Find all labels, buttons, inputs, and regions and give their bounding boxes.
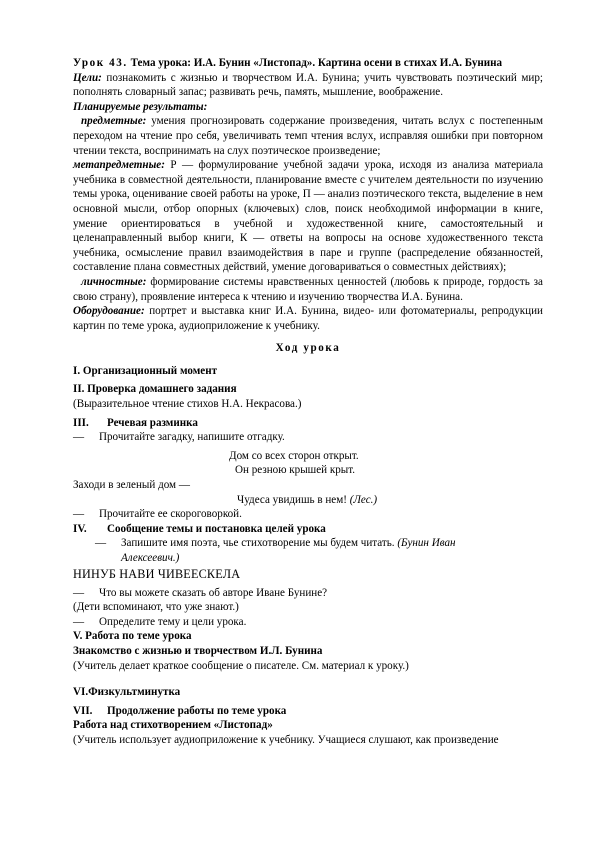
equipment-text: портрет и выставка книг И.А. Бунина, видео- или фотоматериалы, репродукции картин по теме урока, аудиоприложение к учебнику.	[73, 305, 543, 332]
section-1-title: I. Организационный момент	[73, 364, 218, 377]
section-3-label: Речевая разминка	[107, 416, 198, 429]
section-4-task-1	[73, 536, 543, 551]
riddle-answer: (Лес.)	[349, 493, 378, 506]
subject-results	[73, 114, 543, 158]
meta-results	[73, 158, 543, 275]
riddle-line-4	[73, 493, 543, 508]
section-5-subtitle: Знакомство с жизнью и творчеством И.Л. Бунина	[73, 644, 323, 657]
section-2-title: II. Проверка домашнего задания	[73, 383, 237, 396]
section-7-subtitle: Работа над стихотворением «Листопад»	[73, 719, 273, 732]
goals-label: Цели:	[73, 71, 102, 84]
section-3-task-2	[73, 507, 543, 522]
riddle-line-1: Дом со всех сторон открыт.	[229, 449, 359, 462]
dash-mark: —	[73, 431, 85, 444]
document-page	[73, 56, 543, 748]
riddle-line-4-text: Чудеса увидишь в нем!	[237, 493, 347, 506]
section-3-task-2-text: Прочитайте ее скороговоркой.	[99, 508, 242, 521]
equipment-label: Оборудование:	[73, 305, 145, 318]
section-4-children-note: (Дети вспоминают, что уже знают.)	[73, 601, 239, 614]
section-3-task-1	[73, 430, 543, 445]
section-4-task-1-text: Запишите имя поэта, чье стихотворение мы будем читать.	[121, 537, 395, 550]
course-heading: Ход урока	[275, 342, 341, 355]
meta-text: Р — формулирование учебной задачи урока, исходя из анализа материала учебника в совместной деятельности, планирование вместе с учителем деятельности по изучению темы урока, оценивание своей работы на уроке, П — анализ поэтического текста, выделение в нем основной мысли, отбор опорных (ключевых) слов, поиск необходимой информации в книге, умение ориентироваться в учебной и художественной книге, самостоятельный и целенаправленный выбор книги, К — ответы на вопросы на основе художественного текста учебника, осмысление правил взаимодействия в паре и группе (распределение обязанностей, составление плана совместных действий, умение договариваться о совместных действиях);	[73, 159, 543, 274]
section-2-note: (Выразительное чтение стихов Н.А. Некрасова.)	[73, 398, 302, 411]
section-3-number: III.	[73, 416, 89, 429]
lesson-number: Урок 43.	[73, 57, 128, 69]
section-4-task-2-text: Определите тему и цели урока.	[99, 615, 247, 628]
dash-mark: —	[73, 586, 85, 599]
section-6-title: VI.Физкультминутка	[73, 686, 181, 699]
section-4-label: Сообщение темы и постановка целей урока	[107, 522, 326, 535]
goals-paragraph	[73, 71, 543, 100]
section-7-title	[73, 704, 543, 719]
section-4-answer-2: Алексеевич.)	[121, 552, 180, 564]
section-3-title	[73, 416, 543, 431]
personal-text: формирование системы нравственных ценностей (любовь к природе, гордость за свою страну), проявление интереса к чтению и изучению творчества И.А. Бунина.	[73, 275, 543, 303]
section-4-number: IV.	[73, 522, 87, 535]
section-4-question	[73, 586, 543, 601]
section-4-task-2	[73, 615, 543, 630]
section-5-note: (Учитель делает краткое сообщение о писателе. См. материал к уроку.)	[73, 659, 409, 672]
dash-mark: —	[73, 615, 85, 628]
equipment-paragraph	[73, 304, 543, 333]
personal-label: личностные:	[81, 275, 147, 288]
lesson-topic: Тема урока: И.А. Бунин «Листопад». Картина осени в стихах И.А. Бунина	[130, 57, 503, 69]
section-7-number: VII.	[73, 704, 93, 717]
section-4-answer-1: (Бунин Иван	[397, 537, 456, 550]
dash-mark: —	[73, 508, 85, 521]
results-heading: Планируемые результаты:	[73, 100, 208, 113]
meta-label: метапредметные:	[73, 159, 165, 172]
dash-mark: —	[95, 537, 107, 550]
scrambled-name: НИНУБ НАВИ ЧИВЕЕСКЕЛА	[73, 566, 241, 581]
section-3-task-1-text: Прочитайте загадку, напишите отгадку.	[99, 431, 285, 444]
section-4-title	[73, 522, 543, 537]
section-7-note: (Учитель использует аудиоприложение к учебнику. Учащиеся слушают, как произведение	[73, 733, 499, 746]
section-5-title: V. Работа по теме урока	[73, 630, 192, 643]
section-4-question-text: Что вы можете сказать об авторе Иване Бунине?	[99, 586, 328, 599]
riddle-line-3: Заходи в зеленый дом —	[73, 479, 190, 492]
lesson-header	[73, 56, 543, 71]
riddle-line-2: Он резною крышей крыт.	[235, 464, 355, 477]
section-7-label: Продолжение работы по теме урока	[107, 704, 287, 717]
personal-results	[73, 275, 543, 304]
goals-text: познакомить с жизнью и творчеством И.А. Бунина; учить чувствовать поэтический мир; пополнять словарный запас; развивать речь, память, мышление, воображение.	[73, 71, 543, 99]
subject-label: предметные:	[81, 115, 147, 128]
subject-text: умения прогнозировать содержание произведения, читать вслух с постепенным переходом на чтение про себя, увеличивать темп чтения вслух, исправляя ошибки при повторном чтении текста, воспринимать на слух поэтическое произведение;	[73, 115, 543, 157]
